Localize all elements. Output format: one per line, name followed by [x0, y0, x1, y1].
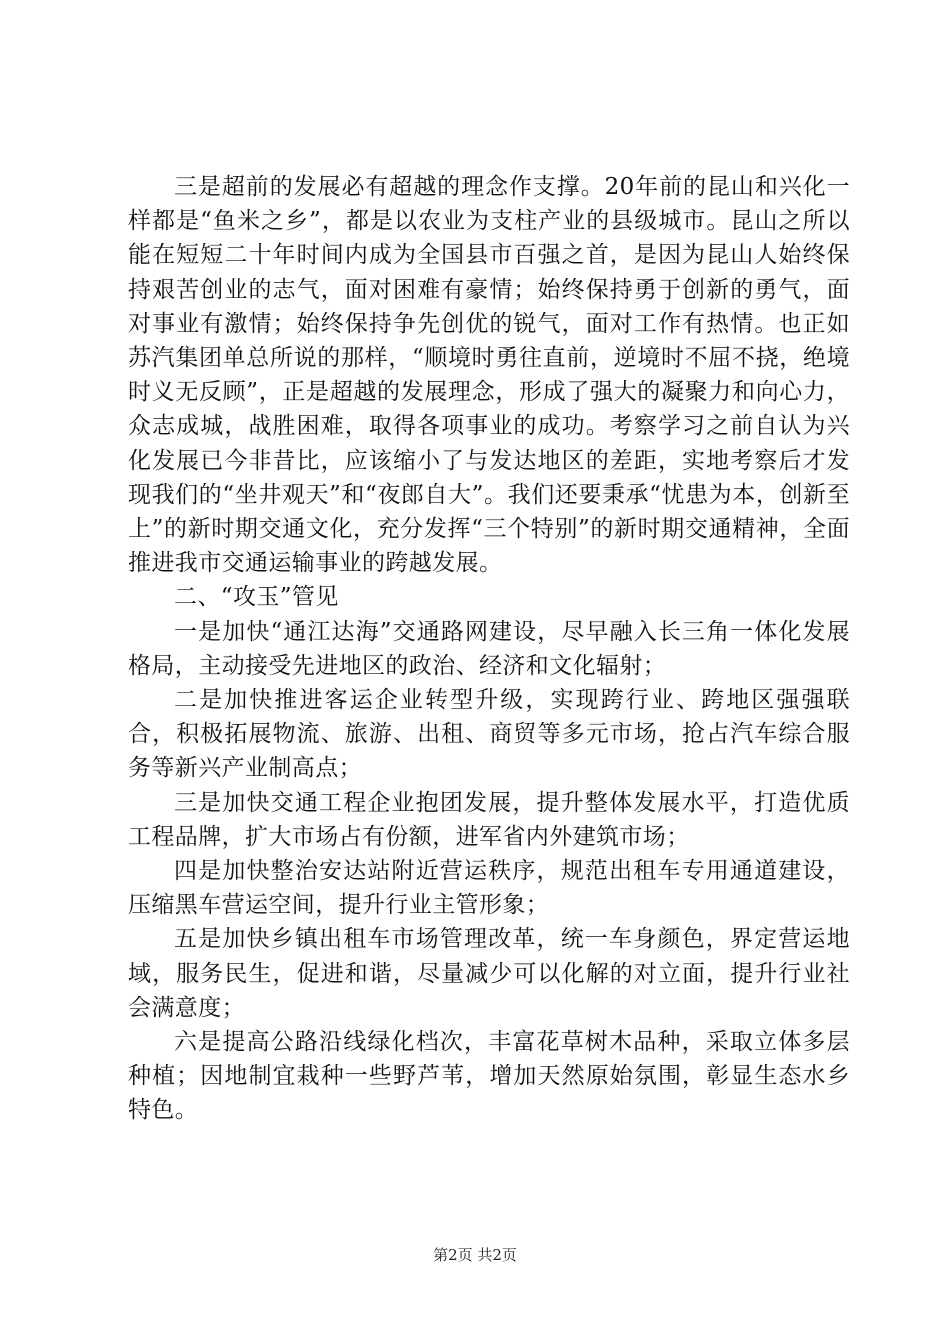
section-heading-suggestions: 二、“攻玉”管见	[174, 584, 339, 611]
paragraph-suggestion-3: 三是加快交通工程企业抱团发展，提升整体发展水平，打造优质工程品牌，扩大市场占有份额，进军省内外建筑市场；	[128, 789, 850, 850]
paragraph-development-concept: 三是超前的发展必有超越的理念作支撑。20年前的昆山和兴化一样都是“鱼米之乡”，都是以农业为支柱产业的县级城市。昆山之所以能在短短二十年时间内成为全国县市百强之首，是因为昆山人始终保持艰苦创业的志气，面对困难有豪情；始终保持勇于创新的勇气，面对事业有激情；始终保持争先创优的锐气，面对工作有热情。也正如苏汽集团单总所说的那样，“顺境时勇往直前，逆境时不屈不挠，绝境时义无反顾”，正是超越的发展理念，形成了强大的凝聚力和向心力，众志成城，战胜困难，取得各项事业的成功。考察学习之前自认为兴化发展已今非昔比，应该缩小了与发达地区的差距，实地考察后才发现我们的“坐井观天”和“夜郎自大”。我们还要秉承“忧患为本，创新至上”的新时期交通文化，充分发挥“三个特别”的新时期交通精神，全面推进我市交通运输事业的跨越发展。	[128, 174, 850, 577]
paragraph-suggestion-6: 六是提高公路沿线绿化档次，丰富花草树木品种，采取立体多层种植；因地制宜栽种一些野芦苇，增加天然原始氛围，彰显生态水乡特色。	[128, 1029, 850, 1124]
paragraph-suggestion-5: 五是加快乡镇出租车市场管理改革，统一车身颜色，界定营运地域，服务民生，促进和谐，尽量减少可以化解的对立面，提升行业社会满意度；	[128, 926, 850, 1021]
paragraph-suggestion-1: 一是加快“通江达海”交通路网建设，尽早融入长三角一体化发展格局，主动接受先进地区的政治、经济和文化辐射；	[128, 618, 850, 679]
body-text	[128, 170, 850, 1128]
paragraph-suggestion-4: 四是加快整治安达站附近营运秩序，规范出租车专用通道建设，压缩黑车营运空间，提升行业主管形象；	[128, 858, 850, 919]
paragraph-suggestion-2: 二是加快推进客运企业转型升级，实现跨行业、跨地区强强联合，积极拓展物流、旅游、出租、商贸等多元市场，抢占汽车综合服务等新兴产业制高点；	[128, 687, 850, 782]
page-number: 第2页 共2页	[433, 1246, 517, 1264]
page-footer	[0, 1244, 950, 1265]
